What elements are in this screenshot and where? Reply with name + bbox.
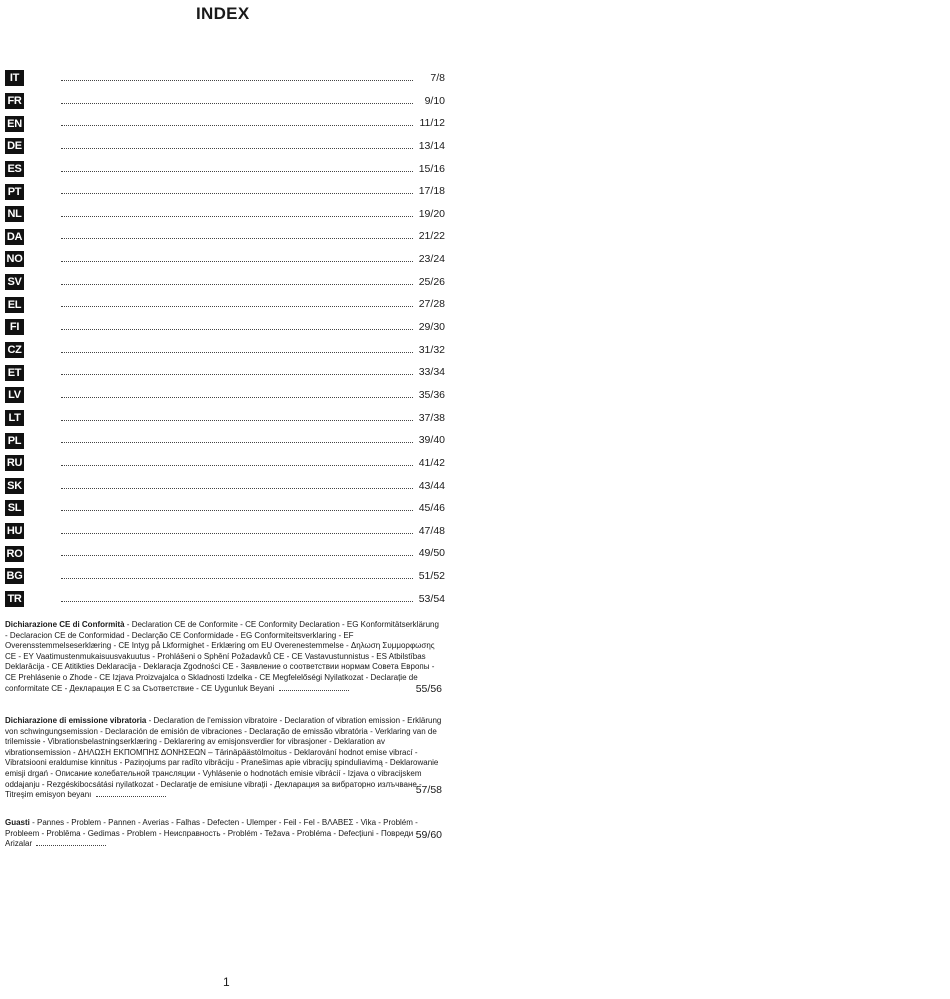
language-row <box>5 475 445 498</box>
dot-leader <box>61 578 413 579</box>
language-code-badge: LV <box>5 387 24 403</box>
language-row <box>5 588 445 611</box>
language-code-badge: FI <box>5 319 24 335</box>
language-row <box>5 67 445 90</box>
dot-leader <box>61 216 413 217</box>
language-page-range: 53/54 <box>418 592 445 605</box>
dot-leader <box>61 125 413 126</box>
dot-leader <box>61 465 413 466</box>
language-row <box>5 339 445 362</box>
dot-leader <box>61 510 413 511</box>
language-page-range: 31/32 <box>418 343 445 356</box>
dot-leader <box>61 171 413 172</box>
language-page-range: 47/48 <box>418 524 445 537</box>
language-page-range: 21/22 <box>418 230 445 243</box>
language-page-range: 45/46 <box>418 502 445 515</box>
dot-leader <box>61 103 413 104</box>
language-page-range: 37/38 <box>418 411 445 424</box>
dot-leader <box>36 839 106 846</box>
language-code-badge: TR <box>5 591 24 607</box>
language-code-badge: SV <box>5 274 24 290</box>
dot-leader <box>61 261 413 262</box>
language-page-range: 29/30 <box>418 321 445 334</box>
language-page-range: 11/12 <box>419 117 445 130</box>
dot-leader <box>61 420 413 421</box>
language-code-badge: SK <box>5 478 24 494</box>
language-row <box>5 565 445 588</box>
faults-lead: Guasti <box>5 818 30 827</box>
dot-leader <box>61 533 413 534</box>
dot-leader <box>61 488 413 489</box>
dot-leader <box>61 193 413 194</box>
language-row <box>5 180 445 203</box>
language-code-badge: IT <box>5 70 24 86</box>
conformity-lead: Dichiarazione CE di Conformità <box>5 620 125 629</box>
dot-leader <box>61 238 413 239</box>
language-page-range: 33/34 <box>418 366 445 379</box>
language-row <box>5 158 445 181</box>
language-page-range: 25/26 <box>418 275 445 288</box>
vibration-declaration-entry <box>5 716 442 801</box>
dot-leader <box>61 442 413 443</box>
language-code-badge: RU <box>6 457 23 470</box>
vibration-text: - Declaration de l'emission vibratoire - Declaration of vibration emission - Erklärung von schwingungsemission - Declaración de emisión de vibraciones - Declaração de emissão vibratória - Verklaring van de trilemissie - Vibrationsbelastningserklæring - Deklarering av emisjonsverdier for vibrasjoner - Deklaration av vibrationsemission - ΔΗΛΩΣΗ ΕΚΠΟΜΠΗΣ ΔΟΝΗΣΕΩΝ – Tärinäpäästölmoitus - Deklarování hodnot emise vibrací - Vibratsiooni eraldumise kinnitus - Paziņojums par radīto vibrāciju - Pranešimas apie vibracijų spinduliavimą - Deklarowanie emisji drgań - Описание колебательной трансляции - Vyhlásenie o hodnotách emisie vibrácií - Izjava o vibracijskem oddajanju - Rezgéskibocsátási nyilatkozat - Declaratje de emisiune vibrații - Декларация за вибраторно излъчване - Titreşim emisyon beyanı <box>5 716 442 800</box>
language-code-badge: HU <box>6 525 23 538</box>
language-page-range: 15/16 <box>418 162 445 175</box>
language-code-badge: ES <box>5 161 24 177</box>
language-code-badge: EN <box>5 116 24 132</box>
dot-leader <box>61 284 413 285</box>
language-row <box>5 293 445 316</box>
dot-leader <box>61 601 413 602</box>
language-page-range: 27/28 <box>418 298 445 311</box>
language-page-range: 35/36 <box>418 388 445 401</box>
language-row <box>5 429 445 452</box>
footer-page-number: 1 <box>223 975 230 989</box>
language-index-list <box>5 67 445 610</box>
language-code-badge: RO <box>6 547 23 560</box>
language-page-range: 41/42 <box>418 456 445 469</box>
language-row <box>5 520 445 543</box>
language-code-badge: CZ <box>5 342 24 358</box>
language-page-range: 13/14 <box>418 139 445 152</box>
language-code-badge: BG <box>6 570 23 583</box>
language-row <box>5 203 445 226</box>
language-row <box>5 407 445 430</box>
language-page-range: 51/52 <box>418 570 445 583</box>
vibration-page-number: 57/58 <box>415 784 442 796</box>
language-code-badge: DA <box>6 230 23 243</box>
dot-leader <box>61 148 413 149</box>
language-row <box>5 90 445 113</box>
dot-leader <box>61 555 413 556</box>
language-row <box>5 135 445 158</box>
language-code-badge: PT <box>5 184 24 200</box>
language-page-range: 43/44 <box>418 479 445 492</box>
language-page-range: 49/50 <box>418 547 445 560</box>
language-page-range: 9/10 <box>424 94 445 107</box>
faults-entry <box>5 818 442 850</box>
language-row <box>5 361 445 384</box>
language-code-badge: FR <box>5 93 24 109</box>
language-row <box>5 112 445 135</box>
conformity-text: - Declaration CE de Conformite - CE Conformity Declaration - EG Konformitätserklärung - Declaracion CE de Conformidad - Declarção CE Conformidade - EG Conformiteitsverklaring - EF Overensstemmelseserklæring - CE Intyg på Lkformighet - Erklæring om EU Overenestemmelse - Δηλωση Συμμορφωσης CE - EY Vaatimustenmukaisuusvakuutus - Prohlášeni o Sphění Požadavků CE - CE Vastavustunnistus - ES Atbilstības Deklarācija - CE Atitikties Deklaracija - Deklaracja Zgodności CE - Заявление о соответствии нормам Совета Европы - CE Prehlásenie o Zhode - CE Izjava Proizvajalca o Skladnosti Izdelka - CE Megfelelőségi Nyilatkozat - Declarație de conformitate CE - Декларация Е С за Съответствие - CE Uygunluk Beyani <box>5 620 439 693</box>
faults-text: - Pannes - Problem - Pannen - Averias - Falhas - Defecten - Ulemper - Feil - Fel - ΒΛΑΒΕΣ - Vika - Problém - Probleem - Problēma - Gedimas - Problem - Неисправность - Problém - Težava - Probléma - Defecțiuni - Повреди - Arizalar <box>5 818 419 849</box>
language-row <box>5 316 445 339</box>
language-row <box>5 384 445 407</box>
language-code-badge: PL <box>5 433 24 449</box>
language-row <box>5 248 445 271</box>
language-page-range: 39/40 <box>418 434 445 447</box>
language-row <box>5 497 445 520</box>
language-code-badge: EL <box>5 297 24 313</box>
language-code-badge: SL <box>5 500 24 516</box>
language-code-badge: NL <box>5 206 24 222</box>
language-page-range: 7/8 <box>430 72 445 84</box>
conformity-declaration-entry <box>5 620 442 694</box>
dot-leader <box>61 306 413 307</box>
vibration-lead: Dichiarazione di emissione vibratoria <box>5 716 147 725</box>
dot-leader <box>61 352 413 353</box>
dot-leader <box>279 684 349 691</box>
language-page-range: 17/18 <box>418 185 445 198</box>
faults-page-number: 59/60 <box>415 829 442 841</box>
dot-leader <box>61 329 413 330</box>
language-code-badge: NO <box>6 253 23 266</box>
language-row <box>5 271 445 294</box>
language-page-range: 23/24 <box>418 253 445 266</box>
language-code-badge: DE <box>5 138 24 154</box>
dot-leader <box>61 374 413 375</box>
page-title: INDEX <box>196 4 250 23</box>
language-row <box>5 542 445 565</box>
language-code-badge: ET <box>5 365 24 381</box>
dot-leader <box>96 790 166 797</box>
language-page-range: 19/20 <box>418 207 445 220</box>
language-code-badge: LT <box>5 410 24 426</box>
language-row <box>5 225 445 248</box>
dot-leader <box>61 80 413 81</box>
dot-leader <box>61 397 413 398</box>
language-row <box>5 452 445 475</box>
conformity-page-number: 55/56 <box>415 683 442 695</box>
